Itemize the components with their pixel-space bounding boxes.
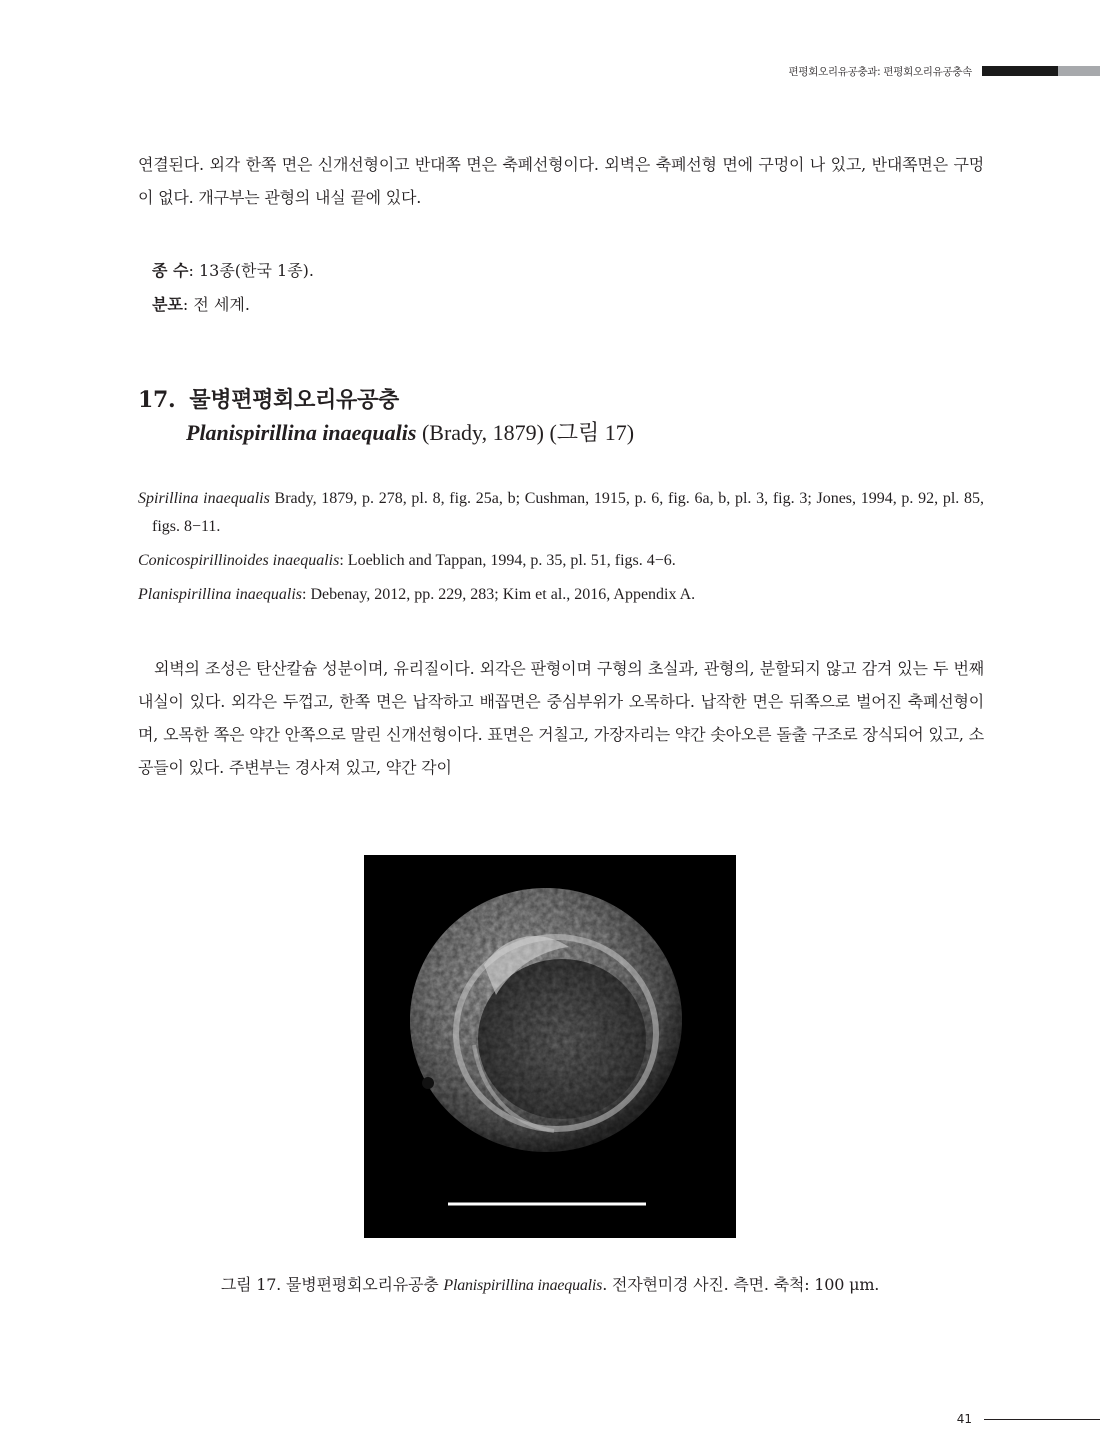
caption-prefix: 그림 17. 물병편평회오리유공충 — [220, 1275, 444, 1294]
aperture-pore — [422, 1077, 434, 1089]
synonymy-list — [138, 485, 984, 615]
species-count-value: : 13종(한국 1종). — [188, 261, 314, 280]
caption-suffix: . 전자현미경 사진. 측면. 축척: 100 μm. — [602, 1275, 880, 1294]
species-count — [152, 254, 314, 287]
running-title: 편평회오리유공충과: 편평회오리유공충속 — [788, 65, 972, 78]
korean-name: 물병편평회오리유공충 — [189, 387, 399, 413]
synonym-name: Spirillina inaequalis — [138, 490, 270, 507]
distribution-value: : 전 세계. — [182, 295, 250, 314]
section-number: 17. — [138, 387, 176, 413]
page-number: 41 — [956, 1412, 972, 1426]
synonym-entry — [138, 485, 984, 541]
header-bar-dark — [982, 66, 1058, 76]
scientific-name: Planispirillina inaequalis — [186, 420, 417, 445]
synonym-entry — [138, 581, 984, 609]
intro-paragraph: 연결된다. 외각 한쪽 면은 신개선형이고 반대쪽 면은 축폐선형이다. 외벽은 축폐선형 면에 구멍이 나 있고, 반대쪽면은 구멍이 없다. 개구부는 관형의 내실 끝에 있다. — [138, 155, 984, 207]
sem-micrograph — [364, 855, 736, 1238]
synonym-name: Conicospirillinoides inaequalis — [138, 552, 340, 569]
foraminifera-image — [364, 855, 736, 1238]
footer-rule — [984, 1419, 1100, 1420]
scientific-heading — [186, 416, 634, 447]
synonym-citation: : Debenay, 2012, pp. 229, 283; Kim et al., 2016, Appendix A. — [302, 586, 696, 603]
authority: (Brady, 1879) — [421, 420, 544, 445]
figure-caption — [0, 1272, 1100, 1295]
section-heading — [138, 383, 399, 414]
description-paragraph: 외벽의 조성은 탄산칼슘 성분이며, 유리질이다. 외각은 판형이며 구형의 초실과, 관형의, 분할되지 않고 감겨 있는 두 번째 내실이 있다. 외각은 두껍고, 한쪽 면은 납작하고 배꼽면은 중심부위가 오목하다. 납작한 면은 뒤쪽으로 벌어진 축폐선형이며, 오목한 쪽은 약간 안쪽으로 말린 신개선형이다. 표면은 거칠고, 가장자리는 약간 솟아오른 돌출 구조로 장식되어 있고, 소공들이 있다. 주변부는 경사져 있고, 약간 각이 — [138, 659, 984, 777]
running-head — [789, 64, 1100, 78]
synonym-entry — [138, 547, 984, 575]
distribution — [152, 288, 250, 321]
synonym-name: Planispirillina inaequalis — [138, 586, 303, 603]
figure-reference: (그림 17) — [549, 420, 635, 445]
synonym-citation: : Loeblich and Tappan, 1994, p. 35, pl. 51, figs. 4−6. — [339, 552, 676, 569]
species-count-label: 종 수 — [152, 261, 189, 280]
synonym-citation: Brady, 1879, p. 278, pl. 8, fig. 25a, b; Cushman, 1915, p. 6, fig. 6a, b, pl. 3, fig. 3; Jones, 1994, p. 92, pl. 85, figs. 8−11. — [152, 490, 984, 535]
distribution-label: 분포 — [152, 295, 183, 314]
page-footer — [957, 1412, 1100, 1426]
caption-scientific-name: Planispirillina inaequalis — [443, 1277, 603, 1294]
header-bar-light — [1058, 66, 1100, 76]
